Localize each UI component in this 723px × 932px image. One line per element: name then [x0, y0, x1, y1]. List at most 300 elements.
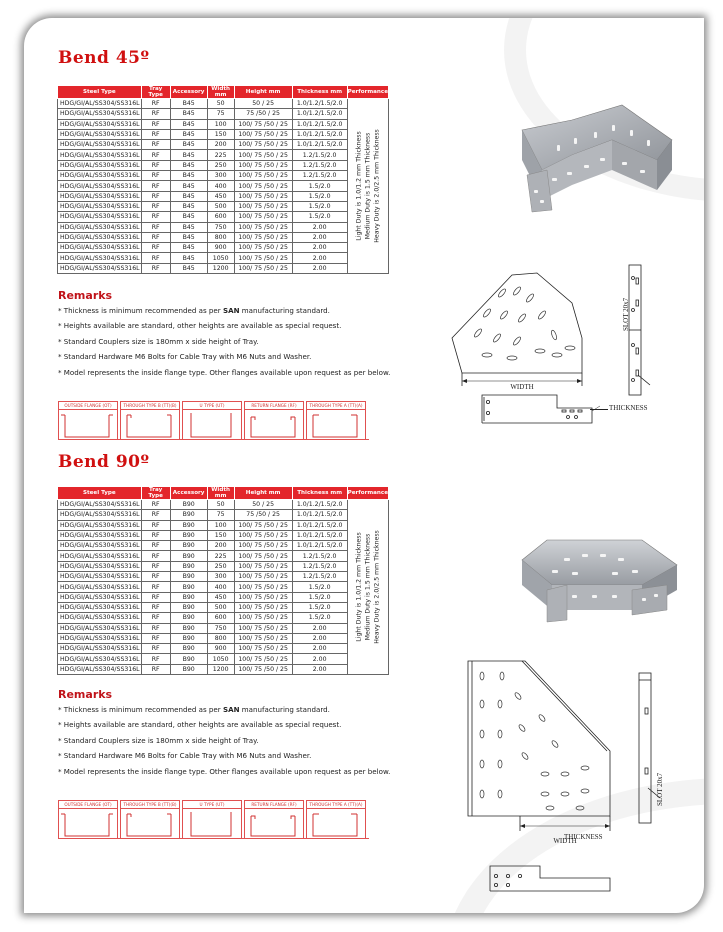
remark-text: * Heights available are standard, other heights are available as special request. [58, 720, 342, 730]
bend-45-plan-drawing [442, 263, 602, 438]
table-cell: B45 [170, 171, 207, 181]
table-cell: 100/ 75 /50 / 25 [234, 623, 292, 633]
table-cell: 1.0/1.2/1.5/2.0 [292, 541, 347, 551]
flange-type-card [182, 401, 242, 439]
table-cell: B90 [170, 510, 207, 520]
table-row [58, 181, 389, 191]
table-cell: 2.00 [292, 232, 347, 242]
remark-item [58, 365, 390, 380]
table-cell: 75 [207, 510, 234, 520]
table-row [58, 212, 389, 222]
table-cell: 100/ 75 /50 / 25 [234, 253, 292, 263]
flange-type-label: U TYPE (UT) [183, 801, 241, 809]
table-cell: 100/ 75 /50 / 25 [234, 654, 292, 664]
table-cell: B45 [170, 253, 207, 263]
table-cell: B90 [170, 530, 207, 540]
table-cell: 1.0/1.2/1.5/2.0 [292, 99, 347, 109]
table-cell: 1.2/1.5/2.0 [292, 160, 347, 170]
table-cell: B90 [170, 654, 207, 664]
table-cell: 100/ 75 /50 / 25 [234, 520, 292, 530]
flange-profile-icon [245, 411, 303, 439]
table-cell: HDG/GI/AL/SS304/SS316L [58, 633, 142, 643]
flange-type-label: OUTSIDE FLANGE (OT) [59, 801, 117, 809]
table-cell: RF [141, 109, 170, 119]
table-cell: 1.0/1.2/1.5/2.0 [292, 530, 347, 540]
table-cell: RF [141, 212, 170, 222]
table-cell: HDG/GI/AL/SS304/SS316L [58, 171, 142, 181]
table-cell: 2.00 [292, 263, 347, 273]
remark-text: * Model represents the inside flange type. Other flanges available upon request as per below. [58, 766, 391, 776]
table-cell: HDG/GI/AL/SS304/SS316L [58, 232, 142, 242]
table-cell: 100/ 75 /50 / 25 [234, 171, 292, 181]
table-row [58, 551, 389, 561]
table-cell: 100/ 75 /50 / 25 [234, 181, 292, 191]
flange-type-card [120, 401, 180, 439]
table-cell: HDG/GI/AL/SS304/SS316L [58, 500, 142, 510]
table-cell: RF [141, 201, 170, 211]
table-row [58, 160, 389, 170]
table-cell: 900 [207, 243, 234, 253]
table-cell: RF [141, 129, 170, 139]
table-row [58, 232, 389, 242]
table-cell: HDG/GI/AL/SS304/SS316L [58, 623, 142, 633]
table-row [58, 222, 389, 232]
table-cell: RF [141, 541, 170, 551]
column-header: Height mm [234, 487, 292, 500]
table-cell: RF [141, 561, 170, 571]
table-cell: HDG/GI/AL/SS304/SS316L [58, 243, 142, 253]
table-cell: 100/ 75 /50 / 25 [234, 644, 292, 654]
table-cell: RF [141, 551, 170, 561]
remark-item [58, 334, 390, 349]
remark-item [58, 303, 390, 318]
table-cell: 1.0/1.2/1.5/2.0 [292, 510, 347, 520]
table-row [58, 201, 389, 211]
table-cell: HDG/GI/AL/SS304/SS316L [58, 140, 142, 150]
performance-note: Heavy Duty is 2.0/2.5 mm Thickness [373, 530, 381, 644]
table-cell: RF [141, 150, 170, 160]
table-cell: 100/ 75 /50 / 25 [234, 243, 292, 253]
performance-note: Light Duty is 1.0/1.2 mm Thickness [355, 532, 363, 642]
table-row [58, 572, 389, 582]
table-cell: 100/ 75 /50 / 25 [234, 582, 292, 592]
table-cell: B45 [170, 109, 207, 119]
bend-90-3d-render [492, 530, 702, 630]
remark-text: * Standard Couplers size is 180mm x side height of Tray. [58, 735, 259, 745]
bend-90-side-elevation [634, 668, 674, 833]
table-row [58, 140, 389, 150]
table-row [58, 592, 389, 602]
table-cell: RF [141, 140, 170, 150]
table-cell: 50 / 25 [234, 500, 292, 510]
column-header: Accessory [170, 487, 207, 500]
performance-notes [348, 500, 388, 674]
flange-profile-icon [121, 411, 179, 439]
width-label-bend-90: WIDTH [553, 837, 577, 845]
table-row [58, 510, 389, 520]
table-cell: HDG/GI/AL/SS304/SS316L [58, 201, 142, 211]
thickness-leader-bend-45 [590, 409, 608, 410]
table-cell: RF [141, 243, 170, 253]
table-cell: 1.2/1.5/2.0 [292, 572, 347, 582]
table-cell: B90 [170, 613, 207, 623]
table-cell: B90 [170, 551, 207, 561]
table-row [58, 500, 389, 510]
slot-label-bend-45: SLOT 20x7 [622, 297, 630, 331]
table-cell: B45 [170, 119, 207, 129]
table-cell: B45 [170, 263, 207, 273]
table-cell: 1050 [207, 253, 234, 263]
flange-type-label: THROUGH TYPE A (TT)(A) [307, 801, 365, 809]
page-frame [24, 18, 704, 913]
table-row [58, 623, 389, 633]
table-cell: 800 [207, 232, 234, 242]
table-row [58, 561, 389, 571]
table-cell: HDG/GI/AL/SS304/SS316L [58, 654, 142, 664]
table-cell: 150 [207, 530, 234, 540]
table-cell: HDG/GI/AL/SS304/SS316L [58, 572, 142, 582]
table-cell: RF [141, 500, 170, 510]
table-cell: B45 [170, 201, 207, 211]
table-cell: 100/ 75 /50 / 25 [234, 572, 292, 582]
table-cell: 100/ 75 /50 / 25 [234, 140, 292, 150]
table-cell: HDG/GI/AL/SS304/SS316L [58, 510, 142, 520]
table-cell: HDG/GI/AL/SS304/SS316L [58, 602, 142, 612]
table-cell: HDG/GI/AL/SS304/SS316L [58, 160, 142, 170]
table-cell: 600 [207, 613, 234, 623]
table-cell: 450 [207, 191, 234, 201]
table-cell: 100/ 75 /50 / 25 [234, 561, 292, 571]
spec-table-bend-45 [57, 85, 389, 274]
column-header: Width mm [207, 487, 234, 500]
table-cell: 200 [207, 140, 234, 150]
table-cell: 1050 [207, 654, 234, 664]
table-cell: 400 [207, 181, 234, 191]
table-row [58, 602, 389, 612]
table-cell: RF [141, 171, 170, 181]
remark-text: * Standard Hardware M6 Bolts for Cable Tray with M6 Nuts and Washer. [58, 352, 312, 362]
remark-text: * Standard Couplers size is 180mm x side height of Tray. [58, 336, 259, 346]
table-cell: HDG/GI/AL/SS304/SS316L [58, 129, 142, 139]
table-cell: B90 [170, 644, 207, 654]
table-cell: HDG/GI/AL/SS304/SS316L [58, 263, 142, 273]
table-cell: 2.00 [292, 222, 347, 232]
column-header: Steel Type [58, 86, 142, 99]
table-cell: 75 /50 / 25 [234, 109, 292, 119]
table-cell: RF [141, 572, 170, 582]
flange-profile-icon [183, 411, 241, 439]
table-cell: 100/ 75 /50 / 25 [234, 530, 292, 540]
table-cell: 750 [207, 222, 234, 232]
bend-45-3d-render [512, 100, 692, 230]
table-cell: B45 [170, 129, 207, 139]
table-cell: RF [141, 263, 170, 273]
remark-item [58, 764, 390, 779]
table-cell: RF [141, 191, 170, 201]
table-row [58, 253, 389, 263]
table-cell: HDG/GI/AL/SS304/SS316L [58, 561, 142, 571]
remarks-list-bend-90 [58, 702, 390, 779]
flange-profile-icon [183, 810, 241, 838]
table-cell: B45 [170, 99, 207, 109]
table-row [58, 664, 389, 674]
column-header: Thickness mm [292, 487, 347, 500]
section-title-bend-90: Bend 90º [58, 452, 150, 472]
table-cell: RF [141, 181, 170, 191]
flange-type-label: U TYPE (UT) [183, 402, 241, 410]
table-cell: HDG/GI/AL/SS304/SS316L [58, 253, 142, 263]
table-cell: 50 / 25 [234, 99, 292, 109]
performance-cell [347, 99, 388, 274]
flange-type-label: THROUGH TYPE B (TT)(B) [121, 801, 179, 809]
table-cell: RF [141, 664, 170, 674]
table-row [58, 191, 389, 201]
table-cell: B45 [170, 160, 207, 170]
table-row [58, 243, 389, 253]
flange-types-bend-45 [58, 401, 369, 440]
table-cell: 2.00 [292, 243, 347, 253]
slot-label-bend-90: SLOT 20x7 [656, 772, 664, 806]
table-cell: 1.0/1.2/1.5/2.0 [292, 109, 347, 119]
table-cell: HDG/GI/AL/SS304/SS316L [58, 592, 142, 602]
table-cell: B90 [170, 561, 207, 571]
table-cell: 1.5/2.0 [292, 181, 347, 191]
column-header: Height mm [234, 86, 292, 99]
table-cell: 100/ 75 /50 / 25 [234, 201, 292, 211]
table-cell: HDG/GI/AL/SS304/SS316L [58, 582, 142, 592]
table-cell: RF [141, 602, 170, 612]
flange-profile-icon [245, 810, 303, 838]
table-cell: 2.00 [292, 644, 347, 654]
flange-type-card [306, 800, 366, 838]
remarks-title-bend-45: Remarks [58, 289, 113, 302]
table-row [58, 129, 389, 139]
remark-text-end: manufacturing standard. [239, 306, 330, 315]
bend-45-side-elevation [624, 260, 669, 405]
table-cell: HDG/GI/AL/SS304/SS316L [58, 222, 142, 232]
flange-profile-icon [59, 411, 117, 439]
remark-item [58, 349, 390, 364]
spec-table-bend-90 [57, 486, 389, 675]
remark-item [58, 717, 390, 732]
table-cell: 100/ 75 /50 / 25 [234, 150, 292, 160]
column-header: Tray Type [141, 86, 170, 99]
table-cell: 1.5/2.0 [292, 201, 347, 211]
table-cell: 100/ 75 /50 / 25 [234, 551, 292, 561]
table-cell: B45 [170, 232, 207, 242]
table-cell: B90 [170, 602, 207, 612]
table-row [58, 119, 389, 129]
table-cell: HDG/GI/AL/SS304/SS316L [58, 191, 142, 201]
table-cell: 150 [207, 129, 234, 139]
table-cell: RF [141, 119, 170, 129]
remark-text: * Thickness is minimum recommended as per [58, 306, 223, 315]
table-row [58, 644, 389, 654]
table-cell: 100/ 75 /50 / 25 [234, 613, 292, 623]
table-cell: 1200 [207, 263, 234, 273]
table-cell: 600 [207, 212, 234, 222]
table-cell: B45 [170, 150, 207, 160]
flange-type-card [58, 800, 118, 838]
remark-bold: SAN [222, 705, 240, 714]
table-row [58, 171, 389, 181]
table-cell: RF [141, 654, 170, 664]
table-cell: B45 [170, 243, 207, 253]
table-cell: 1.5/2.0 [292, 613, 347, 623]
table-row [58, 613, 389, 623]
table-cell: 100/ 75 /50 / 25 [234, 119, 292, 129]
section-title-bend-45: Bend 45º [58, 48, 150, 68]
table-cell: HDG/GI/AL/SS304/SS316L [58, 530, 142, 540]
flange-type-card [120, 800, 180, 838]
column-header: Tray Type [141, 487, 170, 500]
table-cell: HDG/GI/AL/SS304/SS316L [58, 212, 142, 222]
table-cell: 225 [207, 150, 234, 160]
table-cell: HDG/GI/AL/SS304/SS316L [58, 541, 142, 551]
table-cell: RF [141, 644, 170, 654]
table-cell: B90 [170, 582, 207, 592]
column-header: Performance [347, 86, 388, 99]
table-cell: 400 [207, 582, 234, 592]
table-cell: HDG/GI/AL/SS304/SS316L [58, 150, 142, 160]
table-cell: 1.0/1.2/1.5/2.0 [292, 140, 347, 150]
table-cell: 800 [207, 633, 234, 643]
table-row [58, 520, 389, 530]
table-row [58, 263, 389, 273]
table-cell: 100/ 75 /50 / 25 [234, 664, 292, 674]
table-cell: 100/ 75 /50 / 25 [234, 592, 292, 602]
table-cell: 100/ 75 /50 / 25 [234, 263, 292, 273]
remark-item [58, 733, 390, 748]
column-header: Width mm [207, 86, 234, 99]
flange-profile-icon [307, 810, 365, 838]
table-cell: 1.5/2.0 [292, 191, 347, 201]
remark-item [58, 702, 390, 717]
flange-types-bend-90 [58, 800, 369, 839]
table-cell: 100/ 75 /50 / 25 [234, 633, 292, 643]
table-row [58, 109, 389, 119]
table-header-row [58, 487, 389, 500]
table-cell: HDG/GI/AL/SS304/SS316L [58, 99, 142, 109]
table-cell: 225 [207, 551, 234, 561]
table-cell: 100/ 75 /50 / 25 [234, 222, 292, 232]
performance-note: Heavy Duty is 2.0/2.5 mm Thickness [373, 129, 381, 243]
table-cell: B45 [170, 212, 207, 222]
remarks-list-bend-45 [58, 303, 390, 380]
column-header: Accessory [170, 86, 207, 99]
table-cell: 1200 [207, 664, 234, 674]
table-cell: 2.00 [292, 654, 347, 664]
table-cell: 900 [207, 644, 234, 654]
table-cell: HDG/GI/AL/SS304/SS316L [58, 181, 142, 191]
remark-text-end: manufacturing standard. [239, 705, 330, 714]
table-cell: HDG/GI/AL/SS304/SS316L [58, 551, 142, 561]
table-cell: HDG/GI/AL/SS304/SS316L [58, 520, 142, 530]
flange-type-label: RETURN FLANGE (RF) [245, 402, 303, 410]
thickness-label-bend-45: THICKNESS [609, 404, 648, 412]
table-cell: B90 [170, 592, 207, 602]
table-cell: 100 [207, 520, 234, 530]
table-cell: B90 [170, 633, 207, 643]
table-cell: 200 [207, 541, 234, 551]
remark-item [58, 318, 390, 333]
table-cell: 1.5/2.0 [292, 602, 347, 612]
table-cell: 250 [207, 160, 234, 170]
table-cell: 450 [207, 592, 234, 602]
performance-note: Light Duty is 1.0/1.2 mm Thickness [355, 131, 363, 241]
flange-profile-icon [121, 810, 179, 838]
table-cell: 75 [207, 109, 234, 119]
table-cell: 75 /50 / 25 [234, 510, 292, 520]
table-row [58, 150, 389, 160]
table-cell: HDG/GI/AL/SS304/SS316L [58, 119, 142, 129]
table-cell: 250 [207, 561, 234, 571]
table-cell: 1.0/1.2/1.5/2.0 [292, 119, 347, 129]
table-cell: B90 [170, 541, 207, 551]
flange-type-label: OUTSIDE FLANGE (OT) [59, 402, 117, 410]
table-row [58, 530, 389, 540]
table-row [58, 541, 389, 551]
flange-type-card [58, 401, 118, 439]
table-cell: 100/ 75 /50 / 25 [234, 191, 292, 201]
remark-text: * Model represents the inside flange type. Other flanges available upon request as per below. [58, 367, 391, 377]
table-cell: 1.2/1.5/2.0 [292, 171, 347, 181]
table-cell: HDG/GI/AL/SS304/SS316L [58, 664, 142, 674]
flange-type-card [306, 401, 366, 439]
table-cell: HDG/GI/AL/SS304/SS316L [58, 613, 142, 623]
flange-type-card [244, 401, 304, 439]
remark-bold: SAN [222, 306, 240, 315]
table-cell: RF [141, 613, 170, 623]
table-cell: HDG/GI/AL/SS304/SS316L [58, 109, 142, 119]
table-cell: 100/ 75 /50 / 25 [234, 232, 292, 242]
remark-text: * Standard Hardware M6 Bolts for Cable Tray with M6 Nuts and Washer. [58, 751, 312, 761]
table-cell: B90 [170, 664, 207, 674]
table-cell: 1.5/2.0 [292, 582, 347, 592]
table-row [58, 654, 389, 664]
table-cell: RF [141, 633, 170, 643]
table-cell: B90 [170, 520, 207, 530]
table-cell: 1.2/1.5/2.0 [292, 561, 347, 571]
table-cell: 100/ 75 /50 / 25 [234, 541, 292, 551]
table-cell: RF [141, 253, 170, 263]
table-cell: RF [141, 520, 170, 530]
flange-type-card [244, 800, 304, 838]
table-cell: 2.00 [292, 623, 347, 633]
table-cell: B90 [170, 623, 207, 633]
table-cell: 500 [207, 602, 234, 612]
table-cell: 1.2/1.5/2.0 [292, 551, 347, 561]
table-cell: 1.0/1.2/1.5/2.0 [292, 500, 347, 510]
table-cell: RF [141, 222, 170, 232]
table-cell: 100/ 75 /50 / 25 [234, 212, 292, 222]
table-cell: 50 [207, 99, 234, 109]
table-cell: 100/ 75 /50 / 25 [234, 602, 292, 612]
column-header: Thickness mm [292, 86, 347, 99]
flange-type-card [182, 800, 242, 838]
table-cell: 100/ 75 /50 / 25 [234, 160, 292, 170]
table-cell: 1.0/1.2/1.5/2.0 [292, 520, 347, 530]
table-cell: 50 [207, 500, 234, 510]
column-header: Performance [347, 487, 388, 500]
table-cell: 100 [207, 119, 234, 129]
table-cell: 500 [207, 201, 234, 211]
bend-90-plan-drawing [460, 656, 640, 896]
performance-cell [347, 500, 388, 675]
table-cell: 2.00 [292, 664, 347, 674]
table-cell: B45 [170, 222, 207, 232]
table-row [58, 582, 389, 592]
